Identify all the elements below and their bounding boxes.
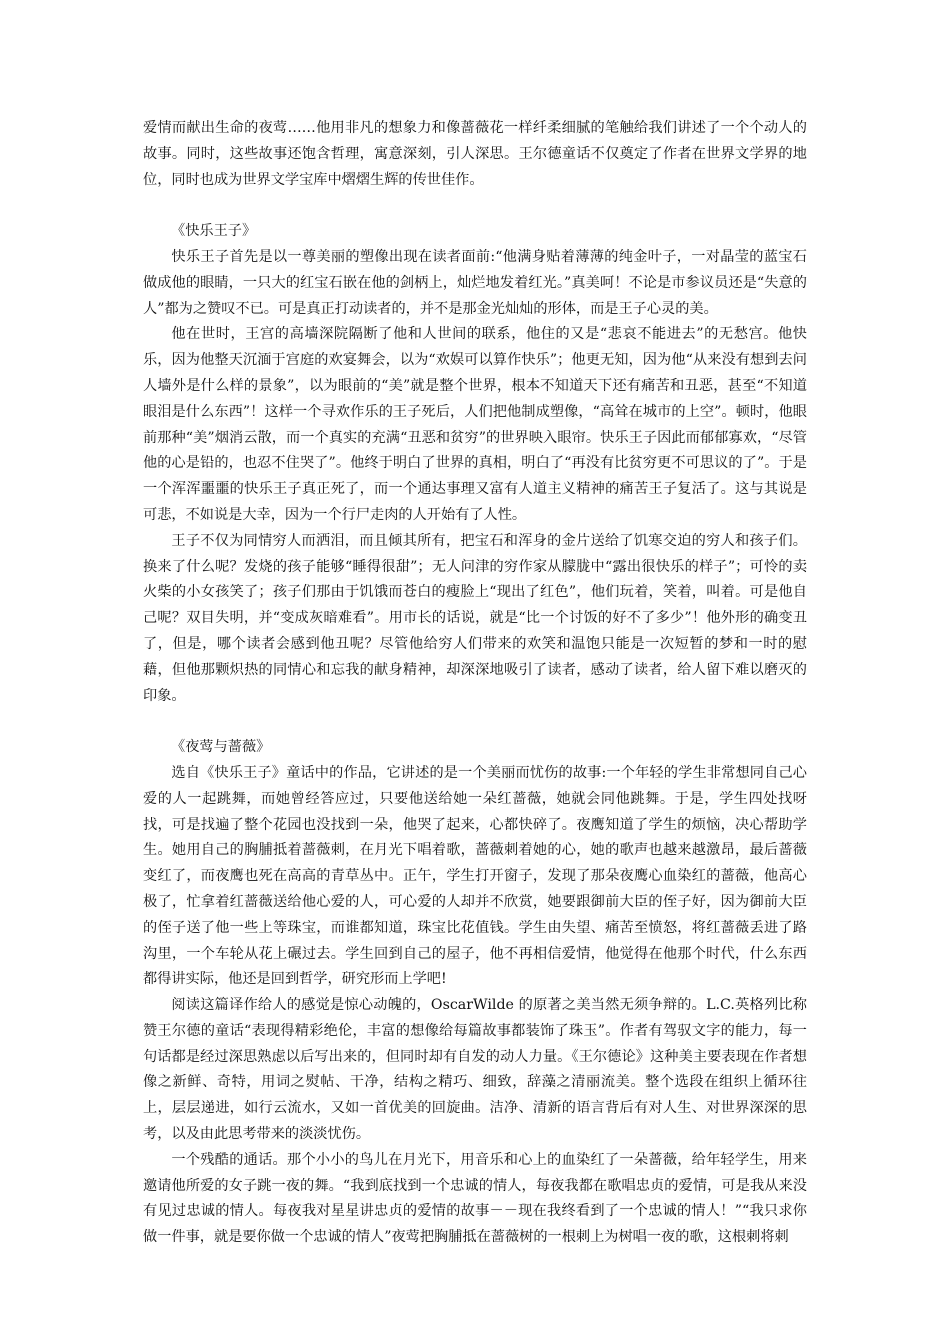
body-paragraph: 他在世时，王宫的高墙深院隔断了他和人世间的联系，他住的又是“悲哀不能进去”的无愁宫。他快乐，因为他整天沉湎于宫庭的欢宴舞会，以为“欢娱可以算作快乐”；他更无知，因为他“从来没有想到去问人墙外是什么样的景象”，以为眼前的“美”就是整个世界，根本不知道天下还有痛苦和丑恶，甚至“不知道眼泪是什么东西”！这样一个寻欢作乐的王子死后，人们把他制成塑像，“高耸在城市的上空”。顿时，他眼前那种“美”烟消云散，而一个真实的充满“丑恶和贫穷”的世界映入眼帘。快乐王子因此而郁郁寡欢，“尽管他的心是铅的，也忍不住哭了”。他终于明白了世界的真相，明白了“再没有比贫穷更不可思议的了”。于是一个浑浑噩噩的快乐王子真正死了，而一个通达事理又富有人道主义精神的痛苦王子复活了。这与其说是可悲，不如说是大幸，因为一个行尸走肉的人开始有了人性。 (143, 326, 807, 523)
section-spacer (143, 709, 807, 735)
body-paragraph: 快乐王子首先是以一尊美丽的塑像出现在读者面前:“他满身贴着薄薄的纯金叶子，一对晶莹的蓝宝石做成他的眼睛，一只大的红宝石嵌在他的剑柄上，灿烂地发着红光。”真美呵！不论是市参议员还是“失意的人”都为之赞叹不已。可是真正打动读者的，并不是那金光灿灿的形体，而是王子心灵的美。 (143, 248, 807, 317)
body-paragraph: 阅读这篇译作给人的感觉是惊心动魄的，OscarWilde 的原著之美当然无须争辩的。L.C.英格列比称赞王尔德的童话“表现得精彩绝伦，丰富的想像给每篇故事都装饰了珠玉”。作者有驾驭文字的能力，每一句话都是经过深思熟虑以后写出来的，但同时却有自发的动人力量。《王尔德论》这种美主要表现在作者想像之新鲜、奇特，用词之熨帖、干净，结构之精巧、细致，辞藻之清丽流美。整个选段在组织上循环往上，层层递进，如行云流水，又如一首优美的回旋曲。洁净、清新的语言背后有对人生、对世界深深的思考，以及由此思考带来的淡淡忧伤。 (143, 997, 807, 1143)
body-paragraph: 一个残酷的通话。那个小小的鸟儿在月光下，用音乐和心上的血染红了一朵蔷薇，给年轻学生，用来邀请他所爱的女子跳一夜的舞。“我到底找到一个忠诚的情人，每夜我都在歌唱忠贞的爱情，可是我从来没有见过忠诚的情人。每夜我对星星讲忠贞的爱情的故事－－现在我终看到了一个忠诚的情人！”“我只求你做一件事，就是要你做一个忠诚的情人”夜莺把胸脯抵在蔷薇树的一根刺上为树唱一夜的歌，这根刺将刺 (143, 1151, 807, 1246)
body-paragraph: 选自《快乐王子》童话中的作品，它讲述的是一个美丽而忧伤的故事:一个年轻的学生非常想同自己心爱的人一起跳舞，而她曾经答应过，只要他送给她一朵红蔷薇，她就会同他跳舞。于是，学生四处找呀找，可是找遍了整个花园也没找到一朵，他哭了起来，心都快碎了。夜鹰知道了学生的烦恼，决心帮助学生。她用自己的胸脯抵着蔷薇刺，在月光下唱着歌，蔷薇刺着她的心，她的歌声也越来越激昂，最后蔷薇变红了，而夜鹰也死在高高的青草丛中。正午，学生打开窗子，发现了那朵夜鹰心血染红的蔷薇，他高心极了，忙拿着红蔷薇送给他心爱的人，可心爱的人却并不欣赏，她要跟御前大臣的侄子好，因为御前大臣的侄子送了他一些上等珠宝，而谁都知道，珠宝比花值钱。学生由失望、痛苦至愤怒，将红蔷薇丢进了路沟里，一个车轮从花上碾过去。学生回到自己的屋子，他不再相信爱情，他觉得在他那个时代，什么东西都得讲实际，他还是回到哲学，研究形而上学吧! (143, 764, 807, 988)
body-paragraph: 王子不仅为同情穷人而洒泪，而且倾其所有，把宝石和浑身的金片送给了饥寒交迫的穷人和孩子们。换来了什么呢？发烧的孩子能够“睡得很甜”；无人问津的穷作家从朦胧中“露出很快乐的样子”；可怜的卖火柴的小女孩笑了；孩子们那由于饥饿而苍白的瘦脸上“现出了红色”，他们玩着，笑着，叫着。可是他自己呢？双目失明，并“变成灰暗难看”。用市长的话说，就是“比一个讨饭的好不了多少”！他外形的确变丑了，但是，哪个读者会感到他丑呢？尽管他给穷人们带来的欢笑和温饱只能是一次短暂的梦和一时的慰藉，但他那颗炽热的同情心和忘我的献身精神，却深深地吸引了读者，感动了读者，给人留下难以磨灭的印象。 (143, 532, 808, 704)
section-title-happy-prince: 《快乐王子》 (171, 223, 257, 240)
section-title-nightingale-rose: 《夜莺与蔷薇》 (171, 739, 271, 756)
section-spacer (143, 193, 807, 219)
document-body (143, 116, 807, 1251)
intro-paragraph: 爱情而献出生命的夜莺……他用非凡的想象力和像蔷薇花一样纤柔细腻的笔触给我们讲述了一个个动人的故事。同时，这些故事还饱含哲理，寓意深刻，引人深思。王尔德童话不仅奠定了作者在世界文学界的地位，同时也成为世界文学宝库中熠熠生辉的传世佳作。 (143, 120, 807, 188)
